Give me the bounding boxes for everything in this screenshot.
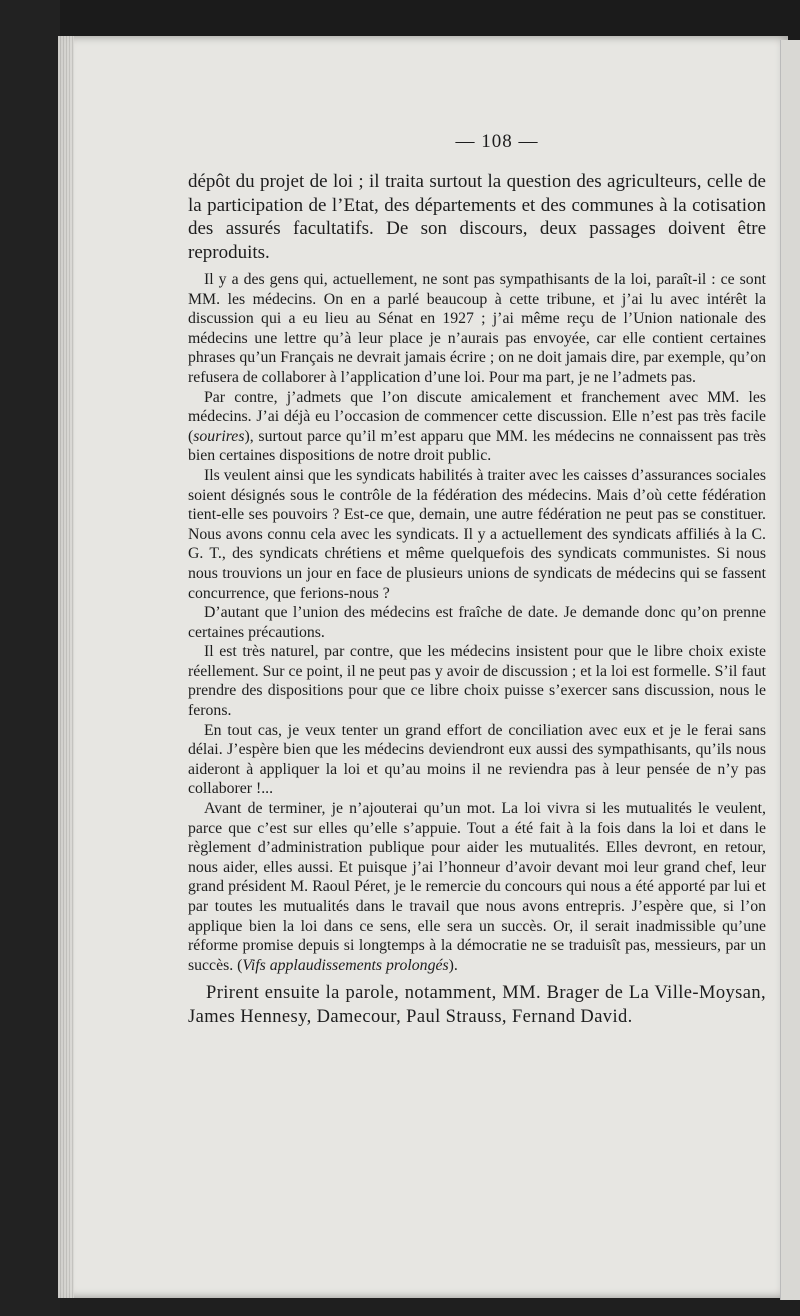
quote-paragraph-1: Il y a des gens qui, actuellement, ne sont pas sympathisants de la loi, paraît-il : ce sont MM. les médecins. On en a parlé beaucoup à cette tribune, et j’ai lu avec intérêt la discussion qui a eu lieu au Sénat en 1927 ; j’ai même reçu de l’Union nationale des médecins une lettre qu’à leur place je n’aurais pas envoyée, car elle contient certaines phrases qu’un Français ne devrait jamais écrire ; on ne doit jamais dire, par exemple, qu’on refusera de collaborer à l’application d’une loi. Pour ma part, je ne l’admets pas. bbox=[188, 271, 766, 386]
quote-paragraph-7-text: Avant de terminer, je n’ajouterai qu’un mot. La loi vivra si les mutualités le veulent, parce que c’est sur elles qu’elle s’appuie. Tout a été fait à la fois dans la loi et dans le règlement d’administration publique pour aider les mutualités. Elles devront, en retour, nous aider, elles aussi. Et puisque j’ai l’honneur d’avoir devant moi leur grand chef, leur grand président M. Raoul Péret, je le remercie du concours qui nous a été apporté par lui et par toutes les mutualités dans le travail que nous avons entrepris. J’espère que, si l’on applique bien la loi dans ce sens, elle sera un succès. Or, il serait inadmissible qu’une réforme promise depuis si longtemps à la démocratie ne se traduisît pas, messieurs, par un succès. ( bbox=[188, 800, 766, 974]
quote-paragraph-3: Ils veulent ainsi que les syndicats habilités à traiter avec les caisses d’assurances sociales soient désignés sous le contrôle de la fédération des médecins. Mais d’où cette fédération tient-elle ses pouvoirs ? Est-ce que, demain, une autre fédération ne peut pas se constituer. Nous avons connu cela avec les syndicats. Il y a actuellement des syndicats affiliés à la C. G. T., des syndicats chrétiens et même quelquefois des syndicats communistes. Si nous nous trouvions un jour en face de plusieurs unions de syndicats de médecins qui se fassent concurrence, que ferions-nous ? bbox=[188, 466, 766, 602]
intro-paragraph: dépôt du projet de loi ; il traita surtout la question des agriculteurs, celle de la participation de l’Etat, des départements et des communes à la cotisation des assurés facultatifs. De son discours, deux passages doivent être reproduits. bbox=[188, 171, 766, 263]
quote-paragraph-5: Il est très naturel, par contre, que les médecins insistent pour que le libre choix existe réellement. Sur ce point, il ne peut pas y avoir de discussion ; et la loi est formelle. S’il faut prendre des dispositions pour que ce libre choix puisse s’exercer sans discussion, nous le ferons. bbox=[188, 643, 766, 720]
page-gutter-edge bbox=[58, 36, 74, 1298]
next-page-edge bbox=[780, 40, 800, 1300]
quote-paragraph-7 bbox=[188, 799, 766, 975]
page-number: — 108 — bbox=[455, 131, 539, 152]
quote-paragraph-2-text: Par contre, j’admets que l’on discute amicalement et franchement avec MM. les médecins. J’ai déjà eu l’occasion de commencer cette discussion. Elle n’est pas très facile ( bbox=[188, 388, 766, 445]
quote-paragraph-2-text-end: ), surtout parce qu’il m’est apparu que MM. les médecins ne connaissent pas très bien certaines dispositions de notre droit public. bbox=[188, 427, 766, 465]
quoted-speech bbox=[188, 270, 766, 975]
quote-paragraph-4: D’autant que l’union des médecins est fraîche de date. Je demande donc qu’on prenne certaines précautions. bbox=[188, 604, 766, 641]
stage-direction: sourires bbox=[193, 427, 245, 445]
closing-paragraph: Prirent ensuite la parole, notamment, MM. Brager de La Ville-Moysan, James Hennesy, Damecour, Paul Strauss, Fernand David. bbox=[188, 983, 766, 1028]
page-text bbox=[188, 128, 766, 1048]
scan-background-top bbox=[0, 0, 800, 40]
quote-paragraph-6: En tout cas, je veux tenter un grand effort de conciliation avec eux et je le ferai sans délai. J’espère bien que les médecins deviendront eux aussi des sympathisants, qu’ils nous aideront à appliquer la loi et qu’au moins il ne reviendra pas à leur pensée de n’y pas collaborer !... bbox=[188, 721, 766, 798]
scan-background-left bbox=[0, 0, 60, 1316]
applause-direction: Vifs applaudissements prolongés bbox=[242, 956, 449, 974]
quote-paragraph-2 bbox=[188, 388, 766, 466]
quote-paragraph-7-text-end: ). bbox=[448, 956, 458, 974]
